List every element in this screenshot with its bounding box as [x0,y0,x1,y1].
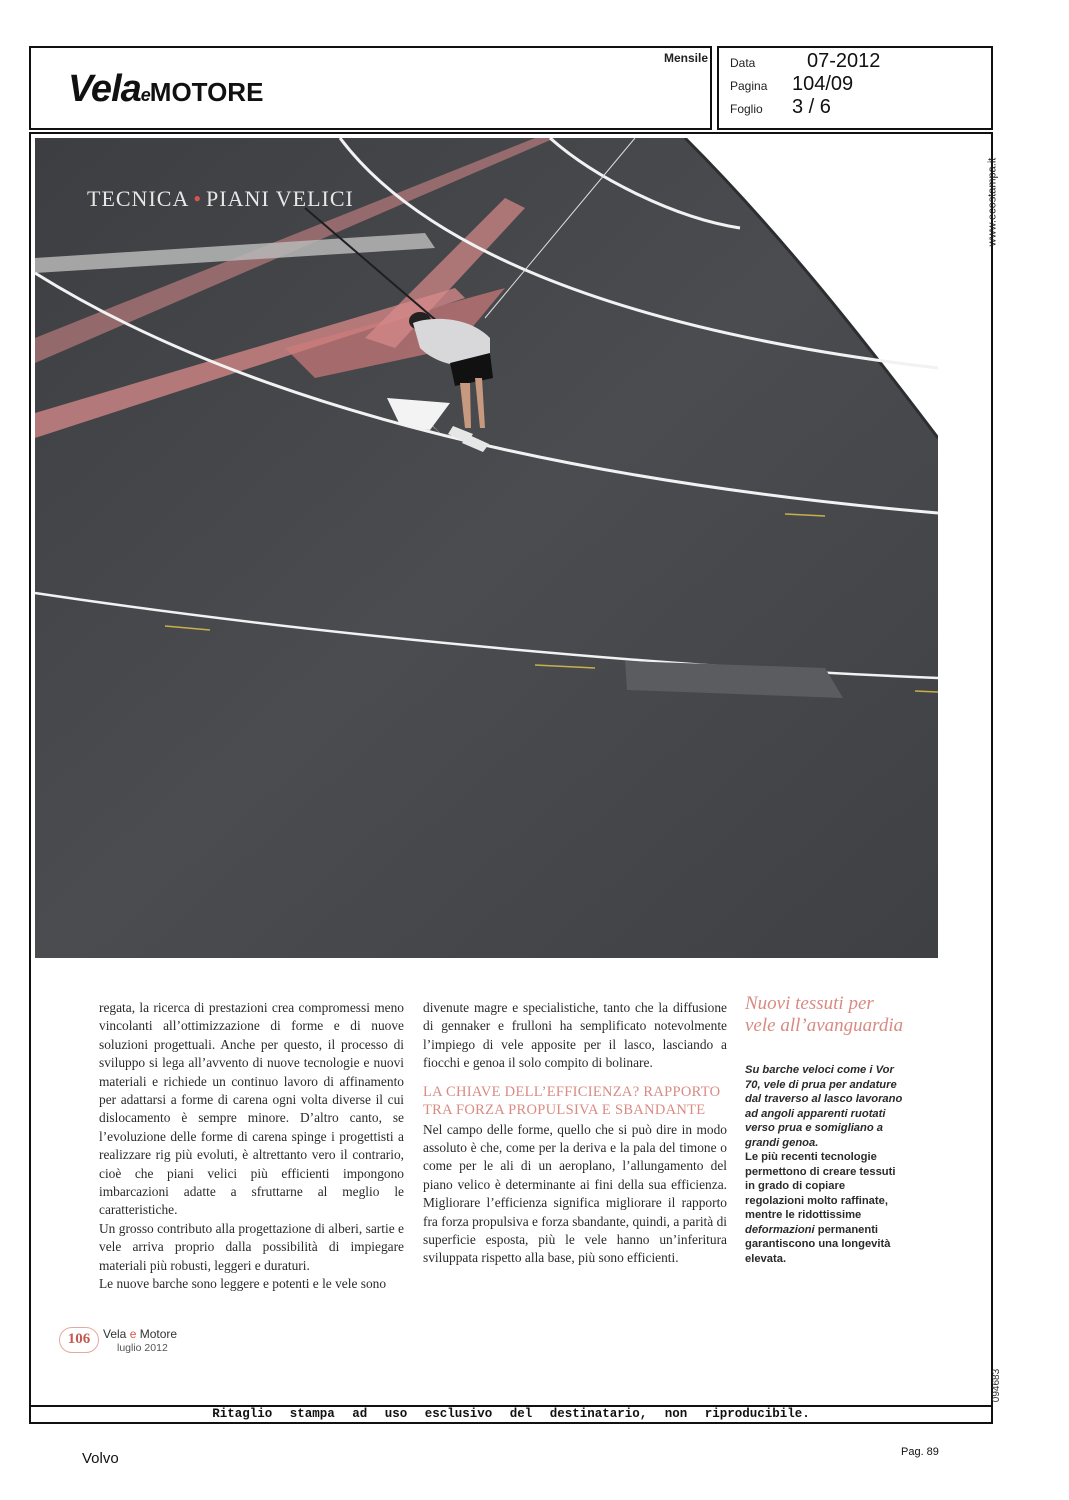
logo-connector: e [140,85,150,105]
kicker-separator-icon: • [193,186,203,211]
meta-value: 104/09 [792,73,854,95]
folio-mag-connector: e [129,1327,137,1341]
meta-label: Pagina [730,79,768,93]
folio-magazine-name [103,1327,177,1341]
meta-value: 3 / 6 [792,96,831,118]
clipping-page-number: Pag. 89 [901,1446,939,1458]
sidebar-paragraph-text: Su barche veloci come i Vor 70, vele di prua per andature dal traverso al lasco lavorano ad angoli apparenti ruotati verso prua e somigliano a grandi genoa. [745,1064,903,1149]
article-paragraph: regata, la ricerca di prestazioni crea compromessi meno vincolanti all’ottimizzazione di forme e di nuove soluzioni progettuali. Anche per questo, il processo di sviluppo si lega all’avvento di nuove tecnologie e nuovi materiali e richiede un continuo lavoro di affinamento per adattarsi a forme di carena ogni volta diverse il cui dislocamento è sempre minore. D’altro canto, se l’evoluzione delle forme di carena spinge i progettisti a realizzare rig più evoluti, è altrettanto vero il contrario, cioè che piani velici più efficienti impongono imbarcazioni adatte a sfruttarne al meglio le caratteristiche. [99,1000,404,1218]
article-subhead: LA CHIAVE DELL’EFFICIENZA? RAPPORTO TRA FORZA PROPULSIVA E SBANDANTE [423,1083,721,1118]
sail-photo [35,138,938,958]
folio-mag-part: Motore [136,1327,178,1341]
meta-row-page [730,73,853,96]
article-paragraph: Un grosso contributo alla progettazione di alberi, sartie e vele arriva proprio dalla possibilità di impiegare materiali più robusti, leggeri e duraturi. [99,1220,404,1273]
kicker-left: TECNICA [87,186,190,211]
article-paragraph: Nel campo delle forme, quello che si può dire in modo assoluto è che, come per la deriva e la pala del timone o come per le ali di un aeroplano, l’allungamento del piano velico è determinante ai fini della sua efficienza. Migliorare l’efficienza significa migliorare il rapporto fra forza propulsiva e forza sbandante, quindi, a parità di superficie esposta, più le vele hanno un’inferitura sviluppata rispetto alla base, più sono efficienti. [423,1121,727,1266]
side-code [991,1366,1010,1410]
meta-row-date [730,50,880,73]
sidebar-emphasis: deformazioni [745,1223,815,1236]
footer-notice: Ritaglio stampa ad uso esclusivo del destinatario, non riproducibile. [212,1407,810,1421]
folio-issue-date: luglio 2012 [117,1342,168,1354]
side-url [986,148,1010,258]
article-column-2 [423,999,727,1268]
meta-label: Foglio [730,102,763,116]
sidebar-paragraph-text: permanenti garantiscono una longevità elevata. [745,1223,891,1265]
sail-photo-graphic [35,138,938,958]
sidebar-title: Nuovi tessuti per vele all’avanguardia [745,993,904,1036]
sidebar-text [745,1063,905,1266]
article-paragraph: divenute magre e specialistiche, tanto che la diffusione di gennaker e frulloni ha semplificato notevolmente l’impiego di vele apposite per il lasco, lasciando a fiocchi e genoa il solo compito di bolinare. [423,1000,727,1071]
side-url-text: www.ecostampa.it [986,157,999,247]
section-kicker [87,186,354,212]
client-name: Volvo [82,1450,119,1467]
frequency-label: Mensile [664,51,709,65]
folio-page-number: 106 [59,1327,99,1353]
logo-secondary: MOTORE [149,77,264,107]
folio-mag-part: Vela [103,1327,130,1341]
meta-row-sheet [730,96,831,119]
article-paragraph: Le nuove barche sono leggere e potenti e le vele sono [99,1276,387,1292]
article-column-1 [99,999,404,1294]
meta-value: 07-2012 [807,50,881,72]
sidebar-paragraph [745,1063,905,1150]
kicker-right: PIANI VELICI [206,186,354,211]
sidebar-paragraph-text: Le più recenti tecnologie permettono di creare tessuti in grado di copiare regolazioni molto raffinate, mentre le ridottissime [745,1151,896,1221]
meta-label: Data [730,56,756,70]
side-code-text: 094683 [991,1368,1003,1403]
logo-main: Vela [68,68,141,110]
sidebar-paragraph [745,1150,905,1266]
magazine-logo [68,68,263,111]
